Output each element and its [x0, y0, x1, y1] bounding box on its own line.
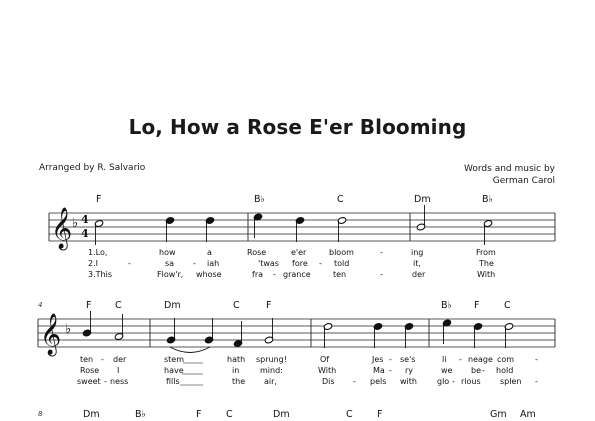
measure-number: 4 — [38, 301, 43, 309]
chord: F — [266, 300, 272, 311]
lyric: - — [193, 259, 196, 268]
chord: Dm — [164, 300, 181, 311]
time-sig-top: 4 — [81, 213, 89, 226]
chord: Gm — [490, 409, 507, 420]
lyric: neage — [468, 355, 493, 364]
lyric: bloom — [329, 248, 354, 257]
chord: Dm — [414, 194, 431, 205]
song-title: Lo, How a Rose E'er Blooming — [128, 115, 467, 139]
chord: F — [196, 409, 202, 420]
lyric: Of — [320, 355, 330, 364]
staff-system-1 — [49, 194, 555, 279]
lyric: - — [380, 270, 383, 279]
chord: B♭ — [254, 194, 265, 205]
arranger-credit: Arranged by R. Salvario — [39, 163, 146, 173]
lyric: Dis — [322, 377, 335, 386]
chord: F — [377, 409, 383, 420]
lyric: Ma — [373, 366, 385, 375]
lyric: - — [104, 377, 107, 386]
lyrics-system-2 — [77, 355, 538, 386]
lyric: rious — [461, 377, 481, 386]
chord: C — [346, 409, 353, 420]
lyric: ten — [333, 270, 347, 279]
lyric: the — [232, 377, 246, 386]
lyric: - — [353, 377, 356, 386]
lyric: 3.This — [88, 270, 112, 279]
lyric: have — [164, 366, 184, 375]
measure-number: 8 — [38, 410, 43, 418]
notes-system-1 — [94, 205, 492, 245]
lyric: ten — [80, 355, 94, 364]
chord: Dm — [83, 409, 100, 420]
staff-system-3 — [38, 409, 536, 420]
lyric: stem — [164, 355, 185, 364]
chord: B♭ — [135, 409, 146, 420]
lyric: The — [479, 259, 494, 268]
lyric: pels — [370, 377, 387, 386]
lyric: whose — [196, 270, 222, 279]
lyric: - — [380, 248, 383, 257]
lyric: sweet — [77, 377, 101, 386]
lyric: Rose — [247, 248, 267, 257]
lyric: com — [497, 355, 515, 364]
chord: C — [504, 300, 511, 311]
lyric: glo — [437, 377, 450, 386]
lyric: e'er — [291, 248, 307, 257]
lyric: a — [207, 248, 212, 257]
lyric: hold — [496, 366, 514, 375]
chords-system-3 — [83, 409, 536, 420]
composer-line-1: Words and music by — [464, 164, 555, 174]
lyric: it, — [413, 259, 421, 268]
chord: F — [86, 300, 92, 311]
lyric: - — [128, 259, 131, 268]
lyric: - — [389, 366, 392, 375]
lyric: fra — [252, 270, 264, 279]
lyric: told — [334, 259, 350, 268]
lyric: hath — [227, 355, 246, 364]
lyric: der — [113, 355, 127, 364]
lyric: ness — [110, 377, 129, 386]
lyric: splen — [500, 377, 522, 386]
key-flat-icon: ♭ — [72, 216, 79, 231]
lyric: iah — [207, 259, 220, 268]
lyric: - — [452, 377, 455, 386]
lyric: sa — [165, 259, 175, 268]
chord: B♭ — [482, 194, 493, 205]
lyric: how — [159, 248, 176, 257]
time-sig-bottom: 4 — [81, 227, 89, 240]
lyric: se's — [400, 355, 416, 364]
key-flat-icon: ♭ — [65, 322, 72, 337]
chords-system-2 — [86, 300, 511, 311]
staff-system-2 — [38, 300, 555, 386]
lyric: Rose — [80, 366, 100, 375]
lyric: be — [471, 366, 481, 375]
lyrics-system-1 — [88, 248, 496, 279]
chord: Dm — [273, 409, 290, 420]
lyric: - — [459, 355, 462, 364]
lyric: with — [400, 377, 417, 386]
lyric: I — [117, 366, 120, 375]
lyric: - — [535, 355, 538, 364]
chord: B♭ — [441, 300, 452, 311]
lyric: li — [442, 355, 447, 364]
lyric: With — [318, 366, 337, 375]
lyric: air, — [264, 377, 277, 386]
staff-lines — [38, 319, 555, 347]
chord: F — [474, 300, 480, 311]
lyric: - — [273, 270, 276, 279]
lyric: ry — [405, 366, 414, 375]
chord: F — [96, 194, 102, 205]
lyric: ing — [411, 248, 424, 257]
lyric: - — [482, 366, 485, 375]
lyric: we — [441, 366, 453, 375]
lyric: grance — [283, 270, 311, 279]
treble-clef-icon: 𝄞 — [40, 314, 62, 355]
lyric: - — [319, 259, 322, 268]
chord: C — [226, 409, 233, 420]
lyric: 1.Lo, — [88, 248, 108, 257]
lyric: fore — [292, 259, 308, 268]
chord: C — [115, 300, 122, 311]
chord: C — [233, 300, 240, 311]
lyric: Jes — [372, 355, 384, 364]
lyric: From — [476, 248, 496, 257]
lyric: - — [535, 377, 538, 386]
lyric: With — [477, 270, 496, 279]
lyric: fills — [166, 377, 180, 386]
composer-line-2: German Carol — [492, 176, 555, 186]
notes-system-2 — [82, 311, 513, 353]
lyric: - — [389, 355, 392, 364]
lyric: 2.I — [88, 259, 98, 268]
chord: C — [337, 194, 344, 205]
lyric: in — [232, 366, 240, 375]
chords-system-1 — [96, 194, 493, 205]
lyric: sprung! — [256, 355, 287, 364]
lyric: der — [412, 270, 426, 279]
treble-clef-icon: 𝄞 — [51, 208, 73, 249]
lyric: 'twas — [258, 259, 279, 268]
lyric: mind: — [260, 366, 283, 375]
chord: Am — [520, 409, 536, 420]
lyric: Flow'r, — [157, 270, 184, 279]
lyric: - — [101, 355, 104, 364]
